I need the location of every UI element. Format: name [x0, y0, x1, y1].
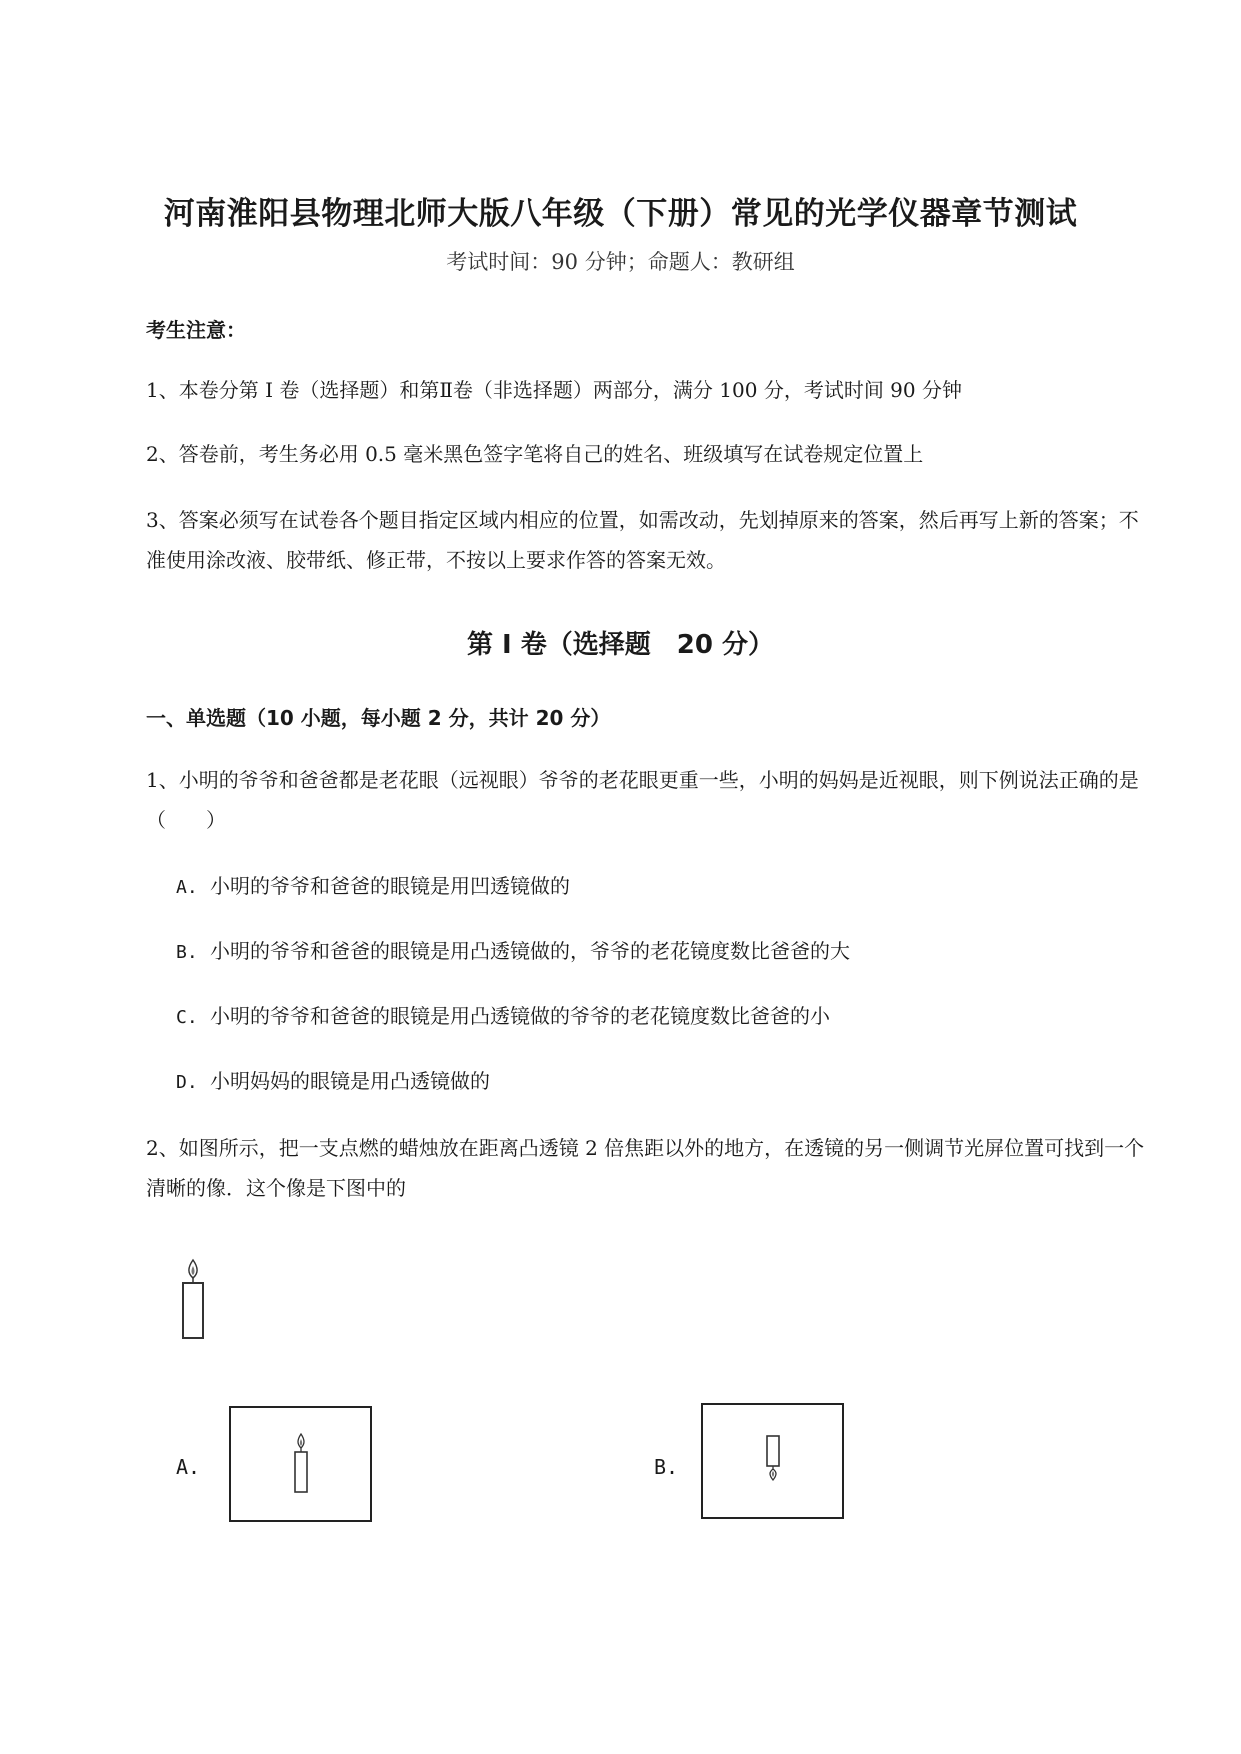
section-title: 第 I 卷（选择题 20 分） [466, 630, 774, 660]
upright-candle-image [231, 1408, 370, 1520]
question-1-option-d [176, 1061, 490, 1103]
option-letter: A. [176, 877, 198, 898]
option-letter: C. [176, 1007, 198, 1028]
option-text: 小明的爷爷和爸爸的眼镜是用凸透镜做的，爷爷的老花镜度数比爸爸的大 [210, 939, 850, 963]
candle-object-figure [178, 1258, 208, 1340]
question-2-stem: 2、如图所示，把一支点燃的蜡烛放在距离凸透镜 2 倍焦距以外的地方，在透镜的另一侧调节光屏位置可找到一个清晰的像．这个像是下图中的 [146, 1136, 1145, 1200]
candle-body [295, 1452, 307, 1492]
subsection-title: 一、单选题（10 小题，每小题 2 分，共计 20 分） [146, 706, 611, 730]
candle-body [767, 1436, 779, 1466]
candle-body [183, 1283, 203, 1338]
flame-core [192, 1266, 195, 1275]
option-text: 小明妈妈的眼镜是用凸透镜做的 [210, 1069, 490, 1093]
option-text: 小明的爷爷和爸爸的眼镜是用凹透镜做的 [210, 874, 570, 898]
question-2-option-a-label: A. [176, 1455, 201, 1479]
notice-item-3: 3、答案必须写在试卷各个题目指定区域内相应的位置，如需改动，先划掉原来的答案，然后再写上新的答案；不准使用涂改液、胶带纸、修正带，不按以上要求作答的答案无效。 [146, 508, 1139, 572]
question-1-option-c [176, 996, 830, 1038]
question-1-option-b [176, 931, 850, 973]
notice-heading: 考生注意： [146, 318, 246, 342]
option-letter: B. [176, 942, 198, 963]
page-title: 河南淮阳县物理北师大版八年级（下册）常见的光学仪器章节测试 [163, 196, 1078, 232]
question-2-option-a-figure [229, 1406, 372, 1522]
question-1-stem: 1、小明的爷爷和爸爸都是老花眼（远视眼）爷爷的老花眼更重一些，小明的妈妈是近视眼，则下例说法正确的是（ ） [146, 768, 1139, 832]
question-2-option-b-figure [701, 1403, 844, 1519]
exam-info: 考试时间：90 分钟；命题人：教研组 [446, 250, 795, 274]
question-1-option-a [176, 866, 570, 908]
notice-item-2: 2、答卷前，考生务必用 0.5 毫米黑色签字笔将自己的姓名、班级填写在试卷规定位置上 [146, 442, 924, 466]
inverted-candle-image [703, 1405, 842, 1517]
option-letter: D. [176, 1072, 198, 1093]
question-2-option-b-label: B. [654, 1455, 679, 1479]
notice-item-1: 1、本卷分第 I 卷（选择题）和第Ⅱ卷（非选择题）两部分，满分 100 分，考试时间 90 分钟 [146, 378, 962, 402]
option-text: 小明的爷爷和爸爸的眼镜是用凸透镜做的爷爷的老花镜度数比爸爸的小 [210, 1004, 830, 1028]
